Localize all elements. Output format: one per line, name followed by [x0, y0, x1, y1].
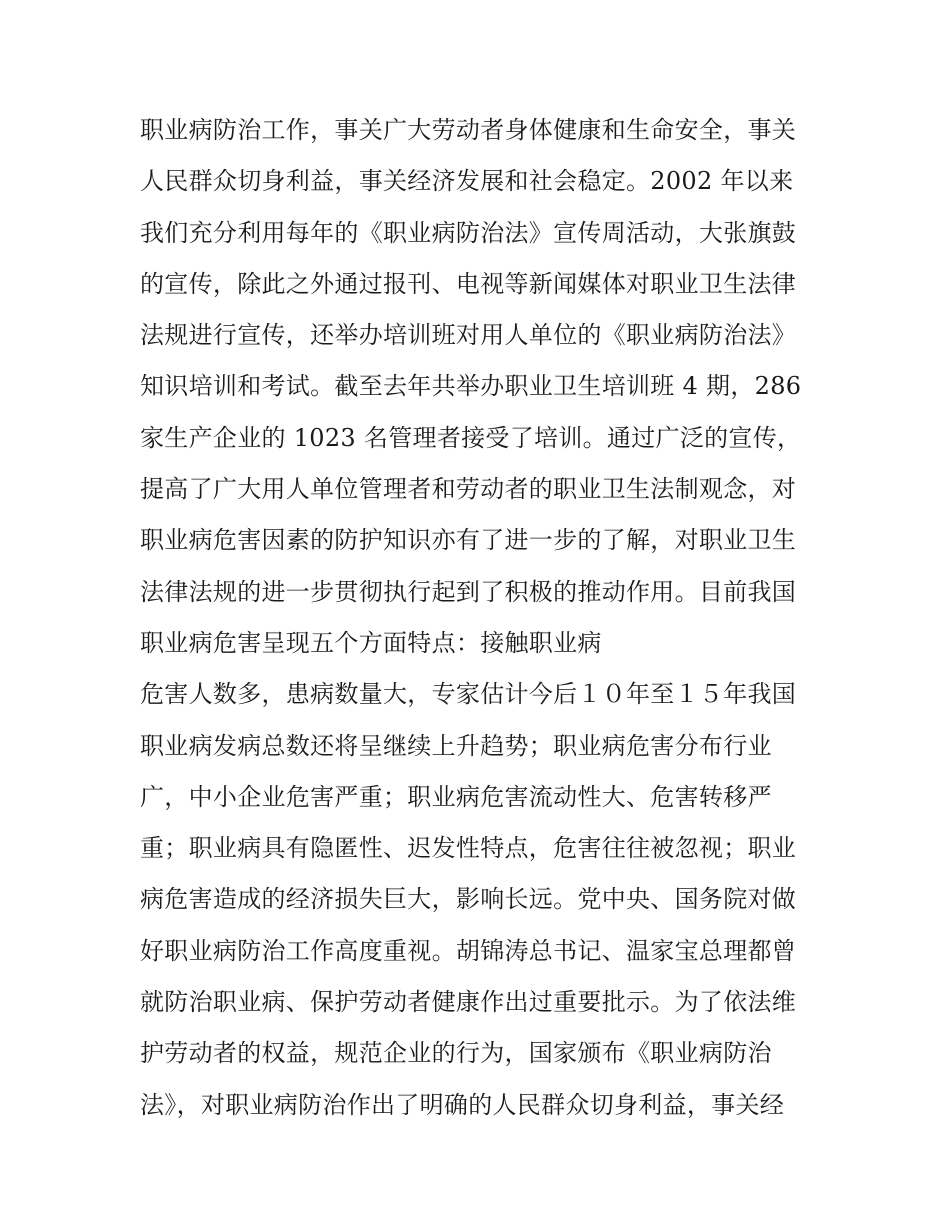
- text-line: 护劳动者的权益，规范企业的行为，国家颁布《职业病防治: [140, 1039, 772, 1068]
- text-line: 重；职业病具有隐匿性、迟发性特点，危害往往被忽视；职业: [140, 834, 797, 863]
- text-line: 我们充分利用每年的《职业病防治法》宣传周活动，大张旗鼓: [140, 218, 797, 247]
- text-line: 法》，对职业病防治作出了明确的人民群众切身利益，事关经: [140, 1090, 785, 1119]
- text-line: 提高了广大用人单位管理者和劳动者的职业卫生法制观念，对: [140, 475, 797, 504]
- text-line: 家生产企业的 1023 名管理者接受了培训。通过广泛的宣传，: [140, 423, 802, 452]
- text-line: 法律法规的进一步贯彻执行起到了积极的推动作用。目前我国: [140, 577, 797, 606]
- text-line: 病危害造成的经济损失巨大，影响长远。党中央、国务院对做: [140, 885, 797, 914]
- text-line: 职业病发病总数还将呈继续上升趋势；职业病危害分布行业: [140, 731, 772, 760]
- text-line: 好职业病防治工作高度重视。胡锦涛总书记、温家宝总理都曾: [140, 936, 797, 965]
- text-line: 职业病危害呈现五个方面特点：接触职业病: [140, 628, 602, 657]
- text-line: 知识培训和考试。截至去年共举办职业卫生培训班 4 期，286: [140, 372, 802, 401]
- text-line: 就防治职业病、保护劳动者健康作出过重要批示。为了依法维: [140, 988, 797, 1017]
- text-line: 的宣传，除此之外通过报刊、电视等新闻媒体对职业卫生法律: [140, 269, 797, 298]
- text-line: 人民群众切身利益，事关经济发展和社会稳定。2002 年以来: [140, 167, 794, 196]
- text-line: 职业病危害因素的防护知识亦有了进一步的了解，对职业卫生: [140, 526, 797, 555]
- text-line: 广，中小企业危害严重；职业病危害流动性大、危害转移严: [140, 782, 772, 811]
- text-line: 法规进行宣传，还举办培训班对用人单位的《职业病防治法》: [140, 321, 797, 350]
- text-line: 职业病防治工作，事关广大劳动者身体健康和生命安全，事关: [140, 116, 797, 144]
- text-line: 危害人数多，患病数量大，专家估计今后１０年至１５年我国: [140, 680, 797, 709]
- body-text: [140, 105, 820, 1131]
